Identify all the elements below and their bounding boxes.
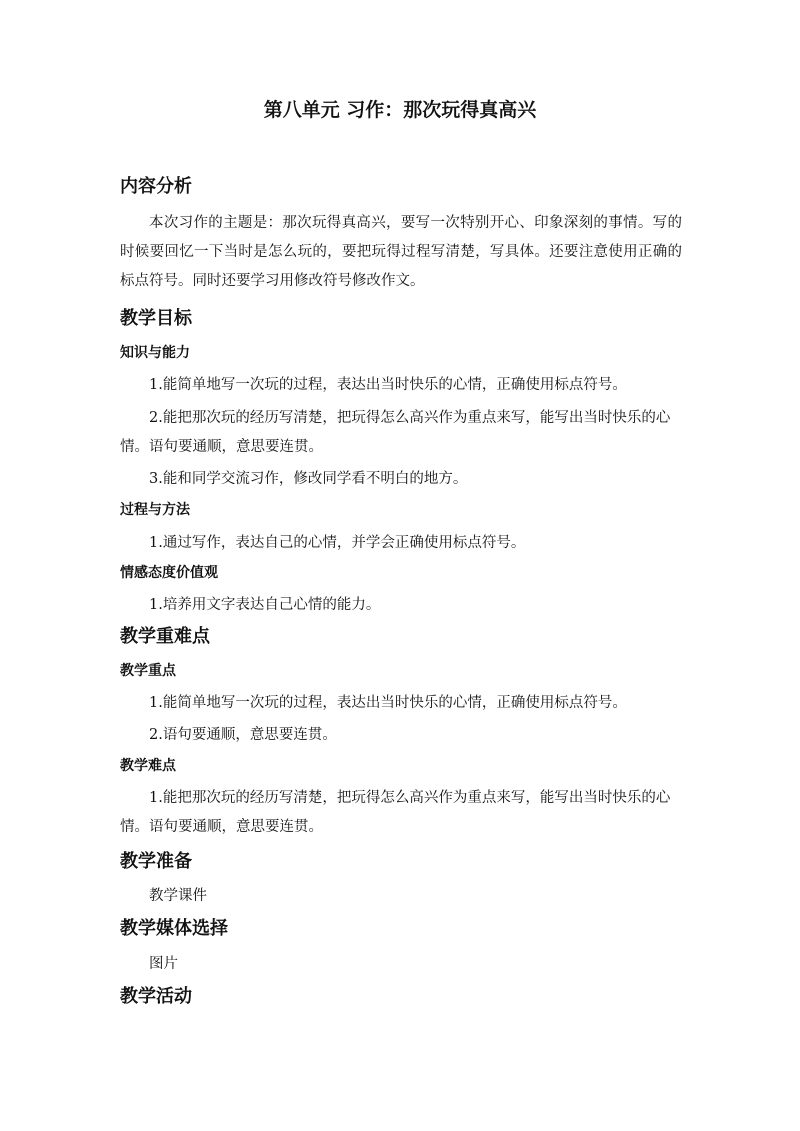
- content-analysis-paragraph: 本次习作的主题是：那次玩得真高兴，要写一次特别开心、印象深刻的事情。写的时候要回忆一下当时是怎么玩的，要把玩得过程写清楚，写具体。还要注意使用正确的标点符号。同时还要学习用修改符号修改作文。: [120, 215, 682, 289]
- key-points-heading: 教学重难点: [120, 626, 210, 647]
- attitude-values-heading: 情感态度价值观: [120, 565, 218, 581]
- document-title: 第八单元 习作：那次玩得真高兴: [263, 99, 537, 121]
- knowledge-item-1: 1.能简单地写一次玩的过程，表达出当时快乐的心情，正确使用标点符号。: [149, 377, 627, 393]
- process-item-1: 1.通过写作，表达自己的心情，并学会正确使用标点符号。: [149, 535, 526, 551]
- process-method-heading: 过程与方法: [120, 502, 190, 518]
- preparation-text: 教学课件: [149, 888, 207, 904]
- teaching-difficulty-heading: 教学难点: [120, 758, 176, 774]
- media-text: 图片: [149, 956, 178, 972]
- knowledge-item-3: 3.能和同学交流习作，修改同学看不明白的地方。: [149, 471, 468, 487]
- teaching-goals-heading: 教学目标: [120, 308, 192, 329]
- difficulty-item-1: 1.能把那次玩的经历写清楚，把玩得怎么高兴作为重点来写，能写出当时快乐的心情。语句要通顺，意思要连贯。: [120, 790, 671, 835]
- teaching-focus-heading: 教学重点: [120, 663, 176, 679]
- content-analysis-heading: 内容分析: [120, 176, 192, 197]
- knowledge-ability-heading: 知识与能力: [120, 345, 190, 361]
- focus-item-1: 1.能简单地写一次玩的过程，表达出当时快乐的心情，正确使用标点符号。: [149, 695, 627, 711]
- attitude-item-1: 1.培养用文字表达自己心情的能力。: [149, 597, 381, 613]
- knowledge-item-2: 2.能把那次玩的经历写清楚，把玩得怎么高兴作为重点来写，能写出当时快乐的心情。语句要通顺，意思要连贯。: [120, 410, 671, 455]
- media-heading: 教学媒体选择: [120, 918, 228, 939]
- preparation-heading: 教学准备: [120, 851, 192, 872]
- activities-heading: 教学活动: [120, 986, 192, 1007]
- focus-item-2: 2.语句要通顺，意思要连贯。: [149, 727, 337, 743]
